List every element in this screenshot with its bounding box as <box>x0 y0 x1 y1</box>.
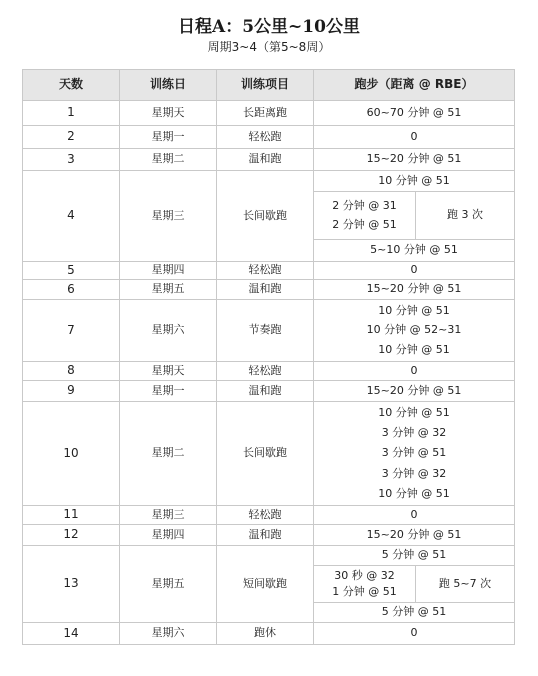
run-line: 3 分钟 @ 32 <box>381 426 447 440</box>
run-cooldown: 5~10 分钟 @ 51 <box>314 240 515 262</box>
training-item: 温和跑 <box>217 149 314 171</box>
day-number: 8 <box>23 362 120 381</box>
training-item: 温和跑 <box>217 280 314 300</box>
weekday: 星期五 <box>120 546 217 623</box>
table-row <box>23 546 515 566</box>
day-number: 3 <box>23 149 120 171</box>
training-item: 长距离跑 <box>217 101 314 126</box>
training-item: 轻松跑 <box>217 506 314 525</box>
run-detail: 15~20 分钟 @ 51 <box>314 280 515 300</box>
run-detail <box>314 300 515 362</box>
run-detail: 15~20 分钟 @ 51 <box>314 149 515 171</box>
training-item: 轻松跑 <box>217 262 314 280</box>
day-number: 10 <box>23 402 120 506</box>
training-item: 长间歇跑 <box>217 171 314 262</box>
day-number: 1 <box>23 101 120 126</box>
training-item: 节奏跑 <box>217 300 314 362</box>
weekday: 星期五 <box>120 280 217 300</box>
weekday: 星期六 <box>120 623 217 645</box>
training-item: 长间歇跑 <box>217 402 314 506</box>
weekday: 星期二 <box>120 149 217 171</box>
run-detail: 60~70 分钟 @ 51 <box>314 101 515 126</box>
run-detail: 0 <box>314 506 515 525</box>
page-subtitle: 周期3~4（第5~8周） <box>207 40 331 54</box>
day-number: 5 <box>23 262 120 280</box>
table-row <box>23 280 515 300</box>
table-row <box>23 362 515 381</box>
run-detail: 0 <box>314 126 515 149</box>
table-row <box>23 149 515 171</box>
interval-set <box>314 566 416 603</box>
run-line: 10 分钟 @ 51 <box>378 342 450 356</box>
day-number: 6 <box>23 280 120 300</box>
interval-a: 30 秒 @ 32 <box>334 568 395 582</box>
header-train-day: 训练日 <box>120 70 217 101</box>
header-row <box>23 70 515 101</box>
table-row <box>23 171 515 192</box>
weekday: 星期四 <box>120 525 217 546</box>
day-number: 11 <box>23 506 120 525</box>
run-line: 10 分钟 @ 51 <box>378 406 450 420</box>
weekday: 星期三 <box>120 171 217 262</box>
training-item: 轻松跑 <box>217 362 314 381</box>
day-number: 14 <box>23 623 120 645</box>
day-number: 12 <box>23 525 120 546</box>
run-line: 3 分钟 @ 32 <box>381 466 447 480</box>
schedule-table <box>22 69 515 645</box>
run-detail: 15~20 分钟 @ 51 <box>314 381 515 402</box>
interval-a: 2 分钟 @ 31 <box>332 198 397 212</box>
weekday: 星期二 <box>120 402 217 506</box>
weekday: 星期三 <box>120 506 217 525</box>
day-number: 9 <box>23 381 120 402</box>
training-item: 温和跑 <box>217 381 314 402</box>
day-number: 13 <box>23 546 120 623</box>
run-detail <box>314 402 515 506</box>
table-row <box>23 381 515 402</box>
header-run: 跑步（距离 @ RBE） <box>314 70 515 101</box>
day-number: 2 <box>23 126 120 149</box>
table-row <box>23 300 515 362</box>
run-detail: 0 <box>314 262 515 280</box>
weekday: 星期四 <box>120 262 217 280</box>
header-item: 训练项目 <box>217 70 314 101</box>
run-line: 10 分钟 @ 51 <box>378 304 450 318</box>
table-row <box>23 525 515 546</box>
table-row <box>23 126 515 149</box>
repeat-count: 跑 3 次 <box>416 192 515 240</box>
weekday: 星期六 <box>120 300 217 362</box>
table-row <box>23 623 515 645</box>
run-warmup: 10 分钟 @ 51 <box>314 171 515 192</box>
interval-b: 1 分钟 @ 51 <box>332 585 397 598</box>
weekday: 星期天 <box>120 101 217 126</box>
run-line: 3 分钟 @ 51 <box>381 446 447 460</box>
weekday: 星期一 <box>120 126 217 149</box>
training-item: 温和跑 <box>217 525 314 546</box>
interval-set <box>314 192 416 240</box>
weekday: 星期天 <box>120 362 217 381</box>
day-number: 4 <box>23 171 120 262</box>
run-warmup: 5 分钟 @ 51 <box>314 546 515 566</box>
training-item: 跑休 <box>217 623 314 645</box>
page-title: 日程A：5公里~10公里 <box>178 17 360 37</box>
run-cooldown: 5 分钟 @ 51 <box>314 603 515 623</box>
day-number: 7 <box>23 300 120 362</box>
interval-b: 2 分钟 @ 51 <box>332 218 397 231</box>
run-detail: 0 <box>314 362 515 381</box>
repeat-count: 跑 5~7 次 <box>416 566 515 603</box>
run-line: 10 分钟 @ 52~31 <box>366 323 462 337</box>
table-row <box>23 262 515 280</box>
run-detail: 0 <box>314 623 515 645</box>
training-item: 短间歇跑 <box>217 546 314 623</box>
table-row <box>23 506 515 525</box>
table-row <box>23 402 515 506</box>
weekday: 星期一 <box>120 381 217 402</box>
header-day: 天数 <box>23 70 120 101</box>
run-detail: 15~20 分钟 @ 51 <box>314 525 515 546</box>
training-item: 轻松跑 <box>217 126 314 149</box>
run-line: 10 分钟 @ 51 <box>378 486 450 500</box>
table-row <box>23 101 515 126</box>
